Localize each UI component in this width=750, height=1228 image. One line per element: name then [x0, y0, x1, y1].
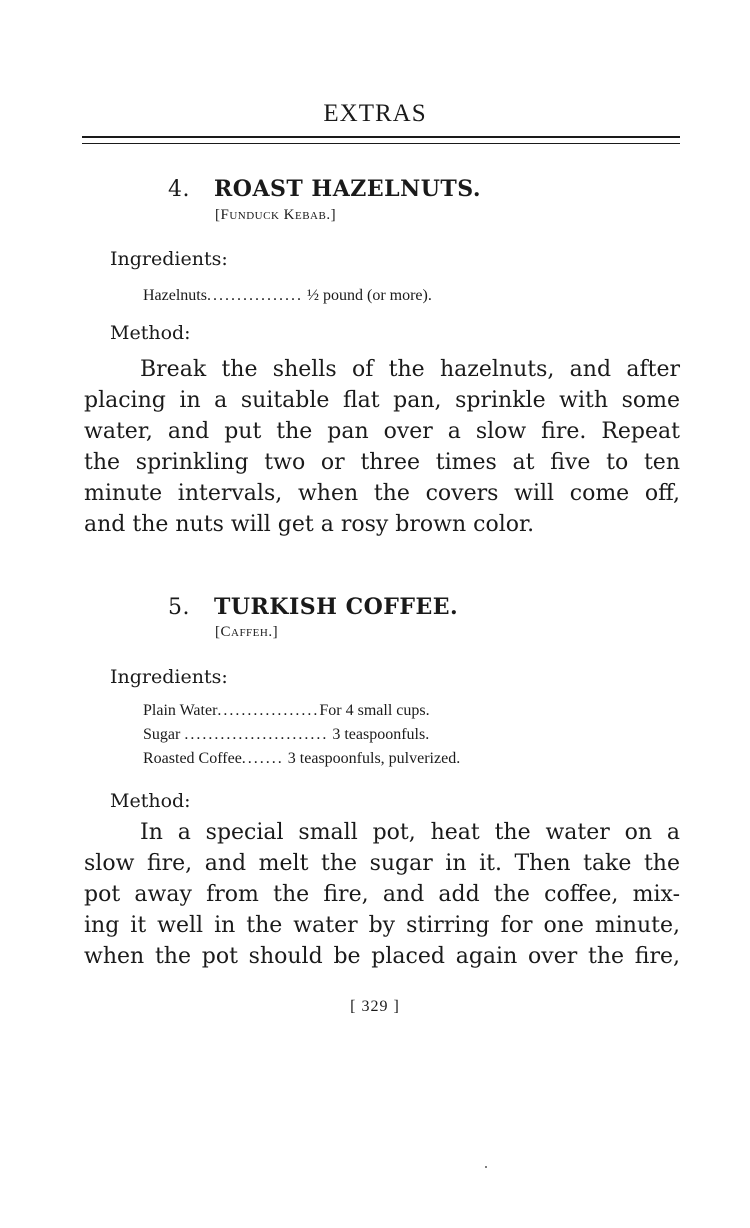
- method-line: Break the shells of the hazelnuts, and after: [140, 357, 680, 382]
- ingredient-amount: 3 teaspoonfuls, pulverized.: [287, 750, 461, 767]
- method-label: Method:: [110, 322, 191, 344]
- method-paragraph: [84, 817, 680, 972]
- recipe-name: ROAST HAZELNUTS.: [214, 176, 482, 202]
- method-line: minute intervals, when the covers will come off,: [84, 481, 680, 506]
- ingredient-line: [143, 750, 630, 768]
- ingredient-name: Plain Water: [143, 702, 218, 719]
- page-number: [ 329 ]: [350, 998, 400, 1015]
- header-rule-thin: [82, 143, 680, 144]
- dot-leader: ........................: [184, 726, 329, 743]
- dot-leader: ................: [206, 287, 303, 304]
- method-line: In a special small pot, heat the water on a: [140, 820, 680, 845]
- ingredient-name: Roasted Coffee: [143, 750, 242, 767]
- recipe-subtitle: [Caffeh.]: [215, 624, 279, 640]
- method-paragraph: [84, 354, 680, 540]
- method-line: ing it well in the water by stirring for one minute,: [84, 913, 680, 938]
- dot-leader: .................: [217, 702, 320, 719]
- recipe-number: 5.: [168, 595, 190, 620]
- ingredient-line: [143, 287, 630, 305]
- ingredient-name: Hazelnuts: [143, 287, 207, 304]
- running-head: EXTRAS: [323, 100, 427, 127]
- ingredient-amount: 3 teaspoonfuls.: [332, 726, 430, 743]
- recipe-title: [168, 176, 481, 202]
- ingredient-line: [143, 726, 630, 744]
- method-line: water, and put the pan over a slow fire. Repeat: [84, 419, 680, 444]
- ingredient-amount: ½ pound (or more).: [306, 287, 432, 304]
- method-line: placing in a suitable flat pan, sprinkle with some: [84, 388, 680, 413]
- method-line: slow fire, and melt the sugar in it. Then take the: [84, 851, 680, 876]
- header-rule-thick: [82, 136, 680, 138]
- recipe-name: TURKISH COFFEE.: [214, 594, 459, 620]
- ingredients-label: Ingredients:: [110, 666, 228, 688]
- method-line: when the pot should be placed again over the fire,: [84, 944, 680, 969]
- ingredients-label: Ingredients:: [110, 248, 228, 270]
- ingredient-name: Sugar: [143, 726, 181, 743]
- ingredient-amount: For 4 small cups.: [319, 702, 430, 719]
- method-label: Method:: [110, 790, 191, 812]
- method-line: the sprinkling two or three times at five to ten: [84, 450, 680, 475]
- recipe-title: [168, 594, 458, 620]
- method-line: and the nuts will get a rosy brown color.: [84, 512, 535, 537]
- recipe-subtitle: [Funduck Kebab.]: [215, 207, 337, 223]
- print-speck: [485, 1166, 487, 1168]
- recipe-number: 4.: [168, 177, 190, 202]
- method-line: pot away from the fire, and add the coffee, mix-: [84, 882, 680, 907]
- ingredient-line: [143, 702, 630, 720]
- dot-leader: .......: [241, 750, 284, 767]
